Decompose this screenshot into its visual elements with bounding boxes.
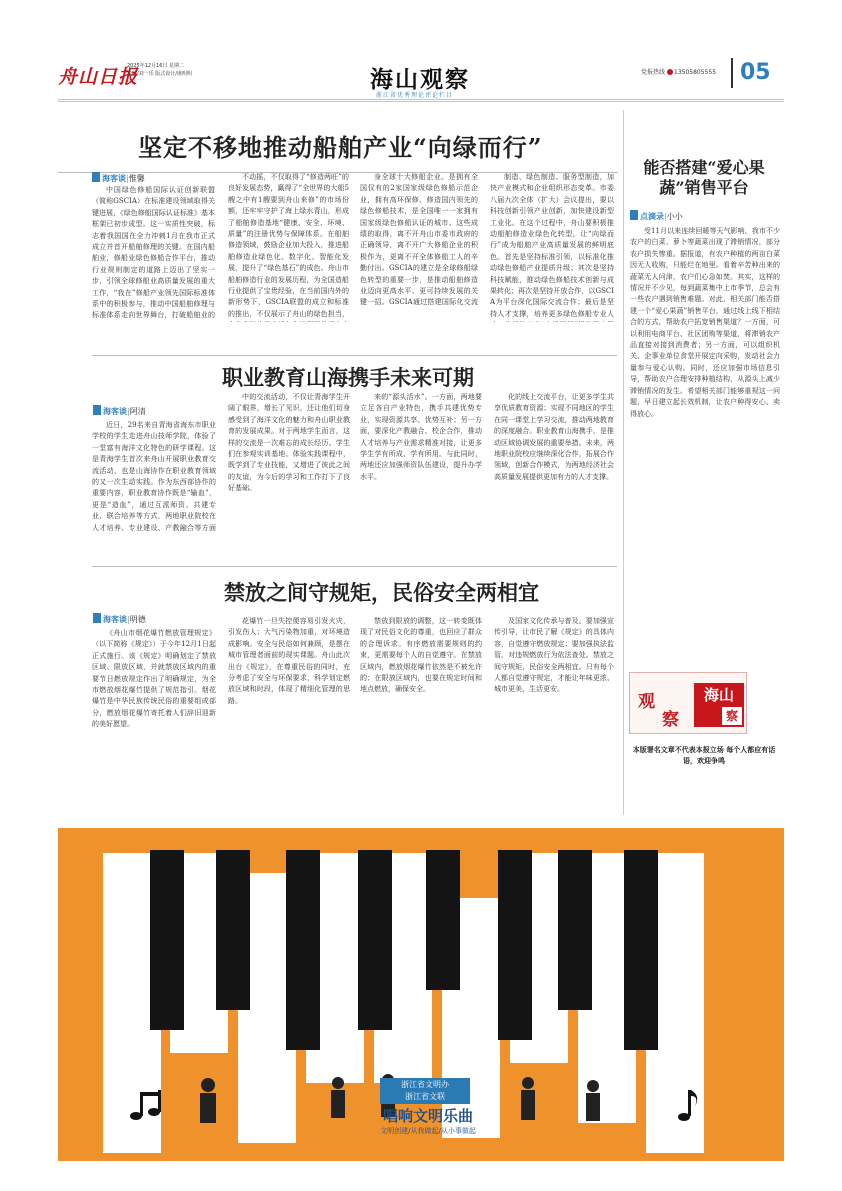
- article-column: 受11月以来连续回暖等天气影响，我市不少农户的白菜、萝卜等蔬菜出现了滞销情况，部分农户损失惨重。据报道，有农户种植的两亩白菜因无人收购，只能烂在地里。看着辛苦种出来的蔬菜无人问津，农户们心急如焚。其实，这样的情况并不少见，每到蔬菜集中上市季节，总会有一些农户遇到销售难题。对此，相关部门能否搭建一个“爱心果蔬”销售平台，通过线上线下相结合的方式，帮助农户拓宽销售渠道？一方面，可以利用电商平台、社区团购等渠道，将滞销农产品直接对接到消费者；另一方面，可以组织机关、企事业单位食堂开展定向采购，发动社会力量参与爱心认购。同时，还应加强市场信息引导，帮助农户合理安排种植结构，从源头上减少滞销情况的发生。希望相关部门能够重视这一问题，早日建立起长效机制，让农户种得安心、卖得放心。: [630, 227, 780, 418]
- masthead-rule: [58, 101, 784, 102]
- article-column: 及国家文化传承与普及。要加强宣传引导，让市民了解《规定》的具体内容，自觉遵守燃放规定；要加强执法监管，对违规燃放行为依法查处。禁放之间守规矩，民俗安全两相宜。只有每个人都自觉遵守规定，才能让年味更浓、城市更美、生活更安。: [494, 617, 614, 694]
- byline-source: 海: [102, 174, 110, 183]
- byline-source-suffix: 客谈: [110, 174, 126, 183]
- page-number-divider: [731, 58, 733, 88]
- byline-source: 点: [640, 212, 648, 221]
- article-column: 禁放到限放的调整，这一转变既体现了对民俗文化的尊重，也回应了群众的合理诉求。有序燃放需要规则的约束，更需要每个人的自觉遵守。在禁放区域内，燃放烟花爆竹依然是不被允许的；在限放区域内，也要在规定时间和地点燃放，确保安全。: [360, 617, 482, 694]
- date-text: 2025年12月16日 星期二: [127, 63, 185, 69]
- sidebar-divider: [623, 110, 624, 815]
- byline-author: 小小: [666, 212, 683, 221]
- byline: 点滴录|小小: [630, 210, 683, 222]
- column-tag-icon: [92, 172, 100, 182]
- byline: 海客谈|惟馨: [92, 172, 145, 184]
- article-column: 《舟山市烟花爆竹燃放管理规定》（以下简称《规定》）于今年12月1日起正式施行。该《规定》明确划定了禁放区域、限放区域，并就禁放区域内的重要节日燃放规定作出了明确规定，为全市燃放烟花爆竹提供了规范指引。烟花爆竹是中华民族传统民俗的重要组成部分，燃放烟花爆竹寄托着人们辞旧迎新的美好愿望。: [92, 629, 216, 729]
- byline-source: 海: [103, 407, 111, 416]
- byline-source-suffix: 滴录: [648, 212, 664, 221]
- dateline: [127, 62, 227, 78]
- article-column: 中国绿色修船国际认证创新联盟（简称GSCIA）在标准建设领域取得关键进展，《绿色修船国际认证标准》基本框架已初步成型。这一实质性突破，标志着我国国在全力冲刺1月在我市正式成立并首开船舶修理的关键。在国内船舶业，修船业绿色修船合作平台，推动行业规则制定的道路上迈出了坚实一步，引领全球修船业高质量发展的重大工作，“我在”修船产业领先国际标准体系中的积极参与，推动中国船舶修理与标准体系走向世界舞台，打破船舶业的: [92, 186, 215, 320]
- byline-author: 惟馨: [128, 174, 145, 183]
- byline-author: 明德: [129, 615, 146, 624]
- masthead-rule: [58, 99, 784, 100]
- byline-source: 海: [103, 615, 111, 624]
- byline-author: 阿清: [129, 407, 146, 416]
- organizer-label: 浙江省文明办 浙江省文联: [380, 1078, 470, 1104]
- divider: [92, 355, 617, 356]
- hotline-label: 党报热线: [641, 69, 666, 76]
- hotline-number: 13505805555: [674, 69, 717, 76]
- disclaimer-text: 本版署名文章不代表本报立场 每个人都应有话语，欢迎争鸣: [632, 745, 776, 765]
- article-column: 化的线上交流平台，让更多学生共享优质教育资源；实现不同地区的学生在同一课堂上学习交流，推动两地教育的深度融合。职业教育山海携手，是推动区域协调发展的重要举措。未来，两地职业院校应继续深化合作，拓展合作领域，创新合作模式，为两地经济社会高质量发展提供更加有力的人才支撑。: [494, 393, 614, 481]
- section-title: 海山观察: [370, 66, 470, 93]
- editor-text: 责编/刘一乐 版式设计/虞明明: [127, 71, 192, 77]
- byline: 海客谈|阿清: [93, 405, 146, 417]
- article-headline: 坚定不移地推动船舶产业“向绿而行”: [138, 133, 543, 162]
- column-logo: 海山 观 察 察: [629, 672, 747, 734]
- article-column: 制造、绿色制造、服务型制造，加快产业模式和企业组织形态变革。市委八届九次全体（扩大）会议提出，要以科技创新引领产业创新，加快建设新型工业化。在这个过程中，舟山要积极推动船舶修造业绿色化转型，让“向绿而行”成为船舶产业高质量发展的鲜明底色。首先是坚持标准引领，以标准化推动绿色修船产业提质升级；其次是坚持科技赋能，推动绿色修船技术创新与成果转化；再次是坚持开放合作，以GSCIA为平台深化国际交流合作；最后是坚持人才支撑，培养更多绿色修船专业人: [490, 173, 614, 318]
- byline-source-suffix: 客谈: [111, 615, 127, 624]
- divider: [92, 566, 617, 567]
- byline: 海客谈|明德: [93, 613, 146, 625]
- poster-title: 唱响文明乐曲: [382, 1107, 473, 1125]
- article-column: 花爆竹一旦失控便容易引发火灾，引发伤人；大气污染物加重，对环境造成影响。安全与民俗如何兼顾，是摆在城市管理者面前的现实课题。舟山此次出台《规定》，在尊重民俗的同时，充分考虑了安全与环保要求，科学划定燃放区域和时段，体现了精细化管理的思路。: [228, 617, 350, 705]
- article-column: 近日，29名来自青海省海东市职业学校的学生走进舟山技师学院，体验了一堂富有海洋文化特色的研学课程。这是青海学生首次来舟山开展职业教育交流活动，也是山海协作在职业教育领域的又一次生动实践。作为东西部协作的重要内容，职业教育协作既是“输血”，更是“造血”，通过互派师资、共建专业、联合培养等方式，两地职业院校在人才培养、专业建设、产教融合等方面: [92, 421, 216, 532]
- column-tag-icon: [93, 405, 101, 415]
- hotline: [641, 67, 716, 76]
- public-service-poster: [58, 828, 784, 1161]
- section-subtitle: 浙江省优秀理论评论栏目: [376, 92, 454, 99]
- poster-slogan: 文明创建/从我做起/从小事做起: [380, 1127, 476, 1135]
- article-column: 身全球十大修船企业。是拥有全国仅有的2家国家级绿色修船示范企业，拥有高环保修、修造国内领先的绿色修船技术，是全国唯一一家拥有国家级绿色修船认证的城市。这些成绩的取得，离不开舟山市委市政府的正确领导，离不开广大修船企业的积极作为，更离不开全体修船工人的辛勤付出。GSCIA的建立是全球修船绿色转型的重要一步，是推动船舶修造业迈向更高水平、更可持续发展的关键一招。GSCIA通过搭建国际化交流: [360, 173, 478, 307]
- article-headline: 能否搭建“爱心果蔬”销售平台: [643, 158, 765, 197]
- newspaper-logo: 舟山日报: [58, 66, 139, 88]
- article-headline: 禁放之间守规矩，民俗安全两相宜: [224, 580, 539, 605]
- article-headline: 职业教育山海携手未来可期: [222, 365, 474, 390]
- column-tag-icon: [93, 613, 101, 623]
- article-column: 来的“源头活水”。一方面，两地要立足各自产业特色，携手共建优势专业，实现资源共享、优势互补；另一方面，要深化产教融合、校企合作，推动人才培养与产业需求精准对接，让更多学生学有所成、学有所用。与此同时，两地还应加强师资队伍建设，提升办学水平。: [360, 393, 482, 481]
- column-tag-icon: [630, 210, 638, 220]
- phone-icon: [667, 69, 673, 75]
- article-column: 不动摇，不仅取得了“修造两旺”的良好发展态势，赢得了“全世界的大船5艘之中有1艘要到舟山来修”的市场份额，还牢牢守护了海上绿水青山，形成了船舶修造基地“健康、安全、环境、质量”的注册优势与保障体系。在船舶修造领域，鼓励企业加大投入，推进船舶修造业绿色化、数字化、智能化发展，提升了“绿色基石”的成色。舟山市船舶修造行业的发展历程，为全国造船行业提供了宝贵经验，在当前国内外的新形势下，GSCIA联盟的成立和标准的推出，不仅展示了舟山的绿色担当，: [228, 173, 349, 318]
- byline-source-suffix: 客谈: [111, 407, 127, 416]
- article-column: 中的交流活动，不仅让青海学生开阔了眼界，增长了见识，还让他们切身感受到了海洋文化的魅力和舟山职业教育的发展成果。对于两地学生而言，这样的交流是一次难忘的成长经历。学生们在参观实训基地、体验实践课程中，既学到了专业技能，又增进了彼此之间的友谊，为今后的学习和工作打下了良好基础。: [228, 393, 350, 493]
- page-number: 05: [740, 60, 771, 85]
